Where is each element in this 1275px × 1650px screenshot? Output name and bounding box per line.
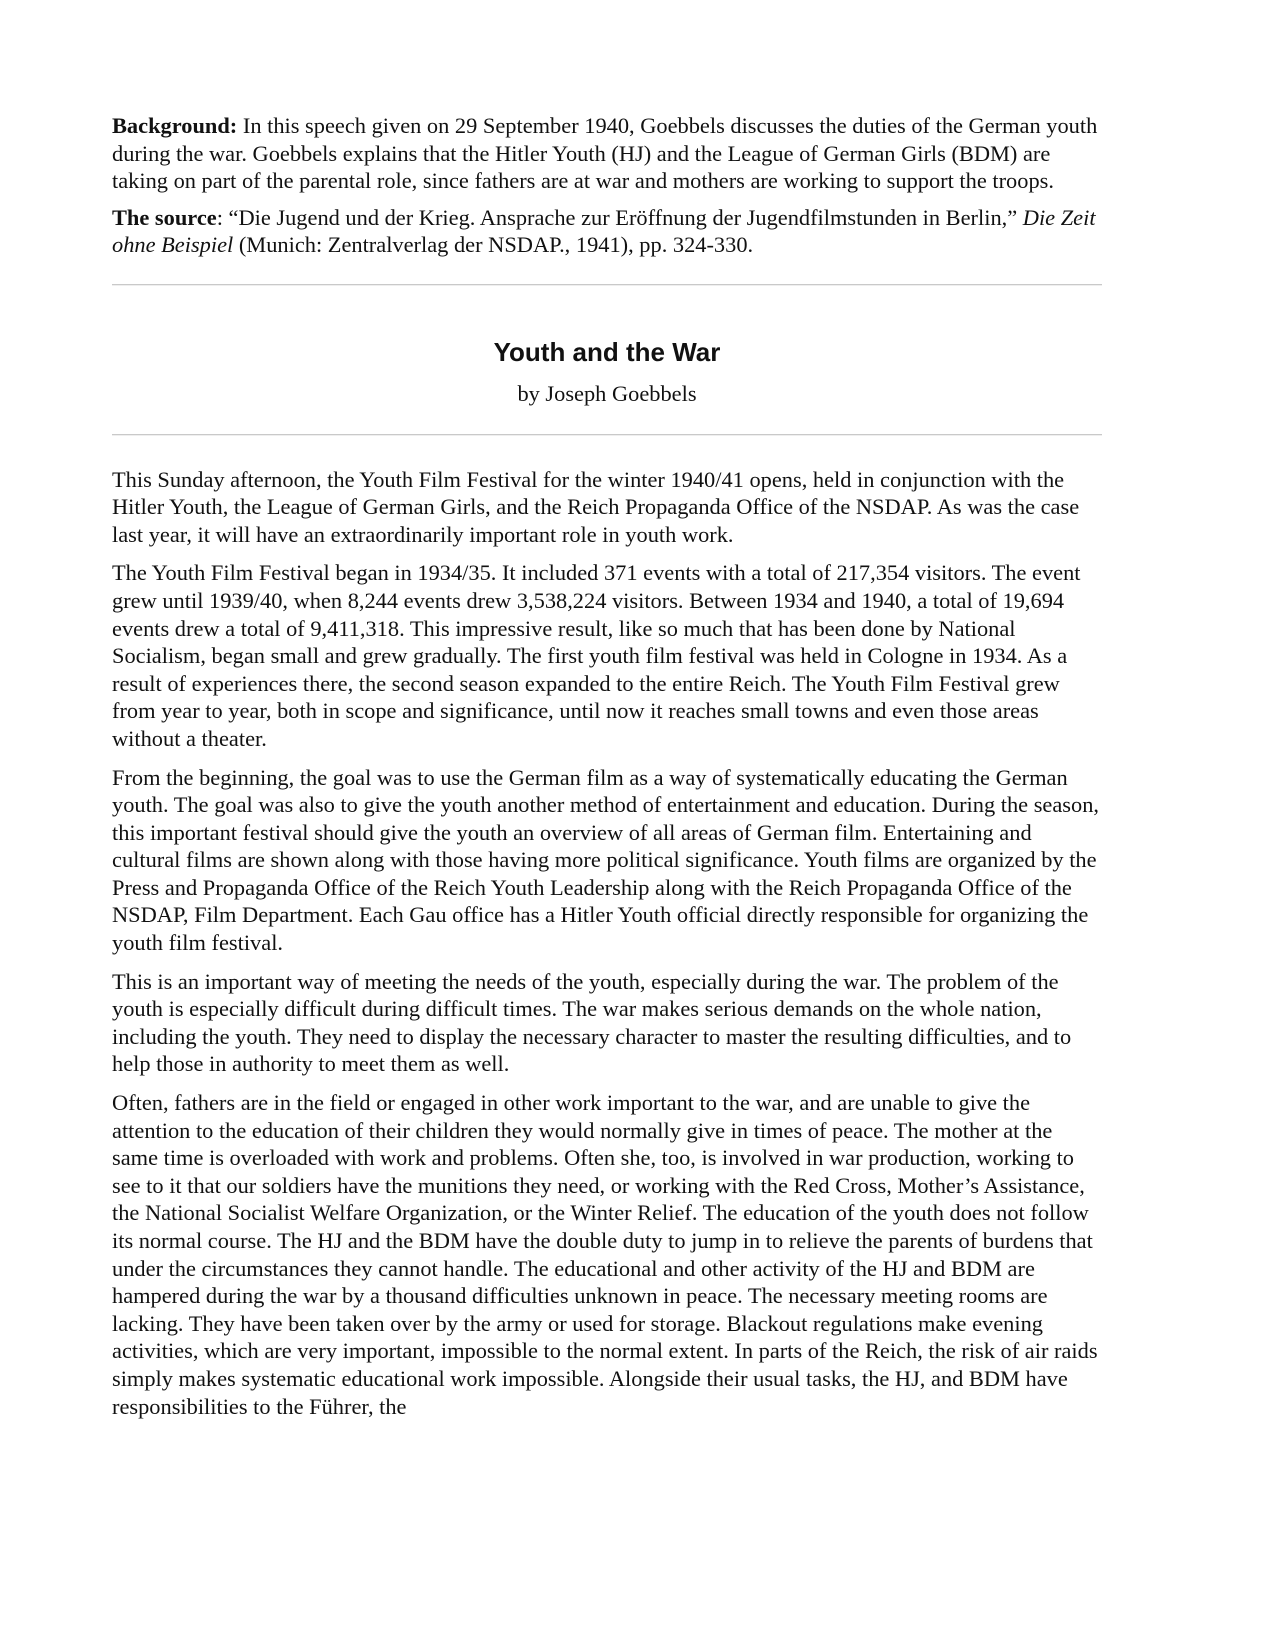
divider-bottom — [112, 434, 1102, 436]
background-label: Background: — [112, 113, 238, 138]
article-header — [112, 286, 1102, 434]
background-paragraph — [112, 112, 1102, 195]
body-paragraph: Often, fathers are in the field or engaged in other work important to the war, and are unable to give the attention to the education of their children they would normally give in times of peace. The mother at the same time is overloaded with work and problems. Often she, too, is involved in war production, working to see to it that our soldiers have the munitions they need, or working with the Red Cross, Mother’s Assistance, the National Socialist Welfare Organization, or the Winter Relief. The education of the youth does not follow its normal course. The HJ and the BDM have the double duty to jump in to relieve the parents of burdens that under the circumstances they cannot handle. The educational and other activity of the HJ and BDM are hampered during the war by a thousand difficulties unknown in peace. The necessary meeting rooms are lacking. They have been taken over by the army or used for storage. Blackout regulations make evening activities, which are very important, impossible to the normal extent. In parts of the Reich, the risk of air raids simply makes systematic educational work impossible. Alongside their usual tasks, the HJ, and BDM have responsibilities to the Führer, the — [112, 1090, 1098, 1419]
body-paragraph: The Youth Film Festival began in 1934/35. It included 371 events with a total of 217,354 visitors. The event grew until 1939/40, when 8,244 events drew 3,538,224 visitors. Between 1934 and 1940, a total of 19,694 events drew a total of 9,411,318. This impressive result, like so much that has been done by National Socialism, began small and grew gradually. The first youth film festival was held in Cologne in 1934. As a result of experiences there, the second season expanded to the entire Reich. The Youth Film Festival grew from year to year, both in scope and significance, until now it reaches small towns and even those areas without a theater. — [112, 560, 1081, 751]
body-paragraph: This Sunday afternoon, the Youth Film Festival for the winter 1940/41 opens, held in conjunction with the Hitler Youth, the League of German Girls, and the Reich Propaganda Office of the NSDAP. As was the case last year, it will have an extraordinarily important role in youth work. — [112, 466, 1080, 547]
article-body — [112, 466, 1102, 1421]
intro-section — [112, 112, 1102, 259]
body-paragraph: This is an important way of meeting the needs of the youth, especially during the war. The problem of the youth is especially difficult during difficult times. The war makes serious demands on the whole nation, including the youth. They need to display the necessary character to master the resulting difficulties, and to help those in authority to meet them as well. — [112, 968, 1072, 1077]
body-paragraph: From the beginning, the goal was to use the German film as a way of systematically educating the German youth. The goal was also to give the youth another method of entertainment and education. During the season, this important festival should give the youth an overview of all areas of German film. Entertaining and cultural films are shown along with those having more political significance. Youth films are organized by the Press and Propaganda Office of the Reich Youth Leadership along with the Reich Propaganda Office of the NSDAP, Film Department. Each Gau office has a Hitler Youth official directly responsible for organizing the youth film festival. — [112, 764, 1100, 956]
article-byline: by Joseph Goebbels — [517, 380, 697, 406]
source-text-before: “Die Jugend und der Krieg. Ansprache zur Eröffnung der Jugendfilmstunden in Berlin,” — [228, 204, 1023, 230]
article-title: Youth and the War — [493, 336, 721, 367]
background-text: In this speech given on 29 September 1940, Goebbels discusses the duties of the German youth during the war. Goebbels explains that the Hitler Youth (HJ) and the League of German Girls (BDM) are taking on part of the parental role, since fathers are at war and mothers are working to support the troops. — [112, 113, 1098, 194]
source-colon: : — [216, 204, 229, 230]
source-text-after: (Munich: Zentralverlag der NSDAP., 1941), pp. 324-330. — [233, 232, 754, 258]
document-page — [112, 112, 1102, 1420]
source-paragraph — [112, 204, 1102, 259]
source-label: The source — [112, 204, 217, 230]
source-book-title: Die Zeit ohne Beispiel — [112, 204, 1096, 258]
